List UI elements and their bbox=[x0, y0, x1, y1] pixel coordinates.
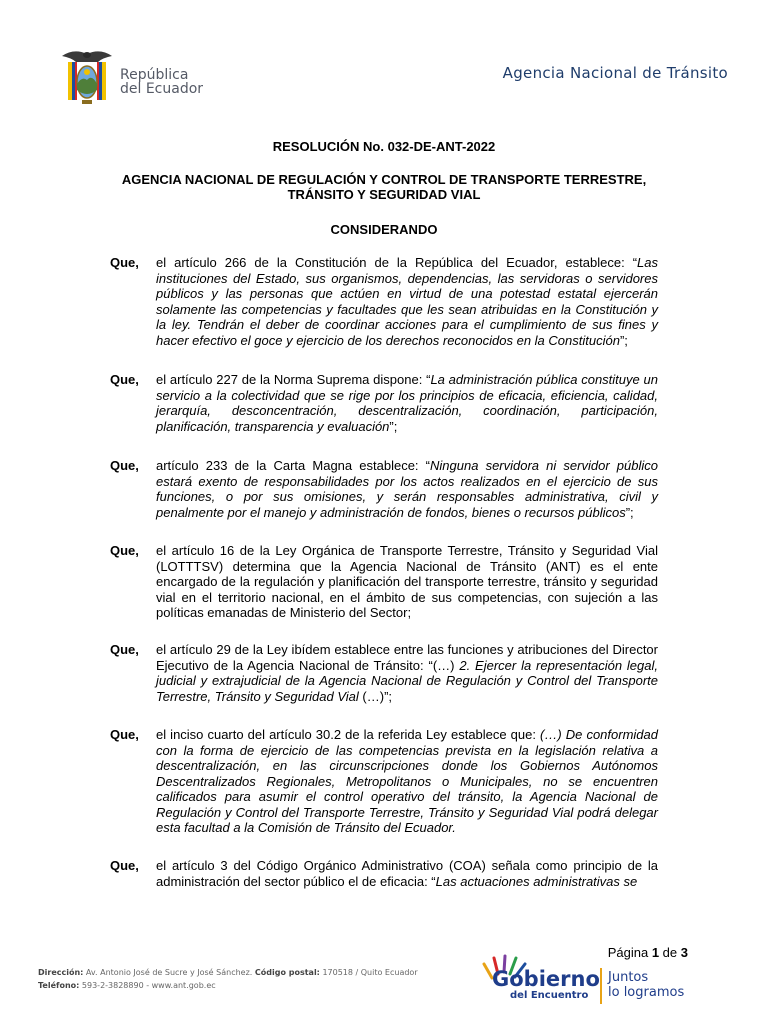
page-of: de bbox=[662, 945, 678, 960]
resolution-title: RESOLUCIÓN No. 032-DE-ANT-2022 bbox=[272, 139, 496, 154]
footer-address bbox=[38, 966, 418, 979]
logo-divider bbox=[600, 968, 602, 1004]
address-label: Dirección: bbox=[38, 968, 84, 977]
footer-contact bbox=[38, 966, 418, 992]
gobierno-subtitle: del Encuentro bbox=[510, 990, 589, 1001]
coat-of-arms-icon bbox=[60, 46, 114, 108]
paragraph-end: ”; bbox=[389, 418, 398, 434]
paragraph-1 bbox=[110, 255, 658, 348]
slogan-line-1: Juntos bbox=[608, 970, 649, 985]
paragraph-text: el artículo 227 de la Norma Suprema dispone: “ bbox=[156, 372, 431, 387]
address-value: Av. Antonio José de Sucre y José Sánchez. bbox=[85, 968, 253, 977]
paragraph-quote: Las instituciones del Estado, sus organismos, dependencias, las servidoras o servidores públicos y las personas que actúen en virtud de una potestad estatal ejercerán solamente las competencias y facultades que les sean atribuidas en la Constitución y la ley. Tendrán el deber de coordinar acciones para el cumplimiento de sus fines y hacer efectivo el goce y ejercicio de los derechos reconocidos en la Constitución bbox=[156, 255, 658, 348]
republic-logo bbox=[60, 46, 210, 108]
que-label: Que, bbox=[110, 858, 139, 873]
postal-value: 170518 / Quito Ecuador bbox=[322, 968, 418, 977]
que-label: Que, bbox=[110, 458, 139, 473]
paragraph-quote: Ninguna servidora ni servidor público estará exento de responsabilidades por los actos realizados en el ejercicio de sus funciones, o por sus omisiones, y serán responsables administrativa, civil y penalmente por el manejo y administración de fondos, bienes o recursos públicos bbox=[156, 458, 658, 520]
que-label: Que, bbox=[110, 727, 139, 742]
slogan bbox=[608, 970, 684, 1000]
republic-line-1: República bbox=[120, 67, 189, 83]
paragraph-end: (…)”; bbox=[358, 688, 393, 704]
paragraph-quote: (…) De conformidad con la forma de ejercicio de las competencias prevista en la legislación relativa a descentralización, en las circunscripciones donde los Gobiernos Autónomos Descentralizados Regionales, Metropolitanos o Municipales, no se encuentren calificados para asumir el control operativo del tránsito, la Agencia Nacional de Regulación y Control del Transporte Terrestre, Tránsito y Seguridad Vial podrá delegar esta facultad a la Comisión de Tránsito del Ecuador. bbox=[156, 727, 658, 835]
que-label: Que, bbox=[110, 372, 139, 387]
paragraph-text: el artículo 266 de la Constitución de la República del Ecuador, establece: “ bbox=[156, 255, 638, 270]
paragraph-7 bbox=[110, 858, 658, 889]
page-number bbox=[608, 945, 688, 960]
paragraph-quote: 2. Ejercer la representación legal, judicial y extrajudicial de la Agencia Nacional de Regulación y Control del Transporte Terrestre, Tránsito y Seguridad Vial bbox=[156, 657, 658, 704]
page-current: 1 bbox=[651, 945, 660, 960]
que-label: Que, bbox=[110, 642, 139, 657]
paragraph-5 bbox=[110, 642, 658, 704]
paragraph-end: ”; bbox=[625, 504, 634, 520]
postal-label: Código postal: bbox=[254, 968, 320, 977]
page-total: 3 bbox=[680, 945, 688, 960]
republic-name bbox=[120, 68, 203, 96]
gobierno-wordmark: Gobierno bbox=[492, 967, 600, 991]
phone-label: Teléfono: bbox=[38, 981, 80, 990]
phone-value: 593-2-3828890 - www.ant.gob.ec bbox=[81, 981, 216, 990]
paragraph-end: ”; bbox=[619, 332, 628, 348]
que-label: Que, bbox=[110, 255, 139, 270]
agency-header-name: Agencia Nacional de Tránsito bbox=[502, 64, 728, 82]
que-label: Que, bbox=[110, 543, 139, 558]
page-label: Página bbox=[607, 945, 649, 960]
paragraph-4 bbox=[110, 543, 658, 621]
paragraph-text: el artículo 16 de la Ley Orgánica de Transporte Terrestre, Tránsito y Seguridad Vial (LOTTTSV) determina que la Agencia Nacional de Tránsito (ANT) es el ente encargado de la regulación y planificación del transporte terrestre, tránsito y seguridad vial en el territorio nacional, en el ámbito de sus competencias, con sujeción a las políticas emanadas de Ministerio del Sector; bbox=[156, 543, 658, 620]
agency-title bbox=[0, 172, 768, 202]
paragraph-2 bbox=[110, 372, 658, 434]
paragraph-6 bbox=[110, 727, 658, 836]
paragraph-text: artículo 233 de la Carta Magna establece: “ bbox=[156, 458, 430, 473]
paragraph-quote: Las actuaciones administrativas se bbox=[435, 873, 638, 889]
slogan-line-2: lo logramos bbox=[608, 985, 685, 1000]
paragraph-text: el inciso cuarto del artículo 30.2 de la referida Ley establece que: bbox=[156, 727, 541, 742]
agency-title-line-2: TRÁNSITO Y SEGURIDAD VIAL bbox=[287, 187, 481, 202]
considerando-heading: CONSIDERANDO bbox=[330, 222, 438, 237]
paragraph-quote: La administración pública constituye un servicio a la colectividad que se rige por los principios de eficacia, eficiencia, calidad, jerarquía, desconcentración, descentralización, coordinación, participación, planificación, transparencia y evaluación bbox=[156, 372, 658, 434]
republic-line-2: del Ecuador bbox=[120, 81, 204, 97]
footer-phone bbox=[38, 979, 418, 992]
paragraph-text: el artículo 29 de la Ley ibídem establece entre las funciones y atribuciones del Director Ejecutivo de la Agencia Nacional de Tránsito: “(…) bbox=[156, 642, 658, 673]
agency-title-line-1: AGENCIA NACIONAL DE REGULACIÓN Y CONTROL DE TRANSPORTE TERRESTRE, bbox=[121, 172, 647, 187]
paragraph-3 bbox=[110, 458, 658, 520]
paragraph-text: el artículo 3 del Código Orgánico Administrativo (COA) señala como principio de la administración del sector público el de eficacia: “ bbox=[156, 858, 658, 889]
